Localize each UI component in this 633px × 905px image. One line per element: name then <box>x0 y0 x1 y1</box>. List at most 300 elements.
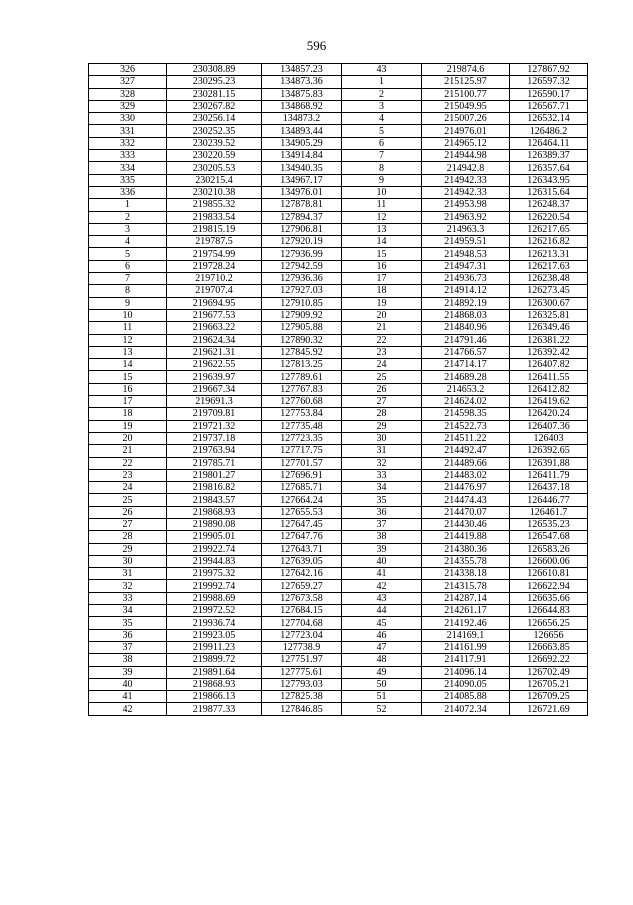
table-cell-point-number: 27 <box>89 518 167 530</box>
table-cell-point-number: 26 <box>342 383 422 395</box>
table-cell-x-coordinate: 219868.93 <box>167 678 262 690</box>
table-cell-x-coordinate: 219923.05 <box>167 629 262 641</box>
table-cell-point-number: 331 <box>89 125 167 137</box>
table-cell-x-coordinate: 219763.94 <box>167 445 262 457</box>
table-cell-point-number: 330 <box>89 113 167 125</box>
table-cell-y-coordinate: 126300.67 <box>510 297 588 309</box>
table-cell-x-coordinate: 214261.17 <box>422 605 510 617</box>
table-cell-point-number: 1 <box>342 76 422 88</box>
table-cell-point-number: 12 <box>342 211 422 223</box>
table-cell-y-coordinate: 126600.06 <box>510 555 588 567</box>
table-cell-x-coordinate: 230267.82 <box>167 100 262 112</box>
table-cell-y-coordinate: 126702.49 <box>510 666 588 678</box>
table-cell-y-coordinate: 126213.31 <box>510 248 588 260</box>
table-row <box>89 383 588 395</box>
table-cell-y-coordinate: 127647.76 <box>262 531 342 543</box>
table-cell-y-coordinate: 127845.92 <box>262 346 342 358</box>
table-cell-y-coordinate: 126583.26 <box>510 543 588 555</box>
table-cell-point-number: 24 <box>342 359 422 371</box>
table-cell-y-coordinate: 127664.24 <box>262 494 342 506</box>
table-cell-y-coordinate: 126238.48 <box>510 273 588 285</box>
table-cell-point-number: 24 <box>89 482 167 494</box>
table-cell-x-coordinate: 219737.18 <box>167 432 262 444</box>
table-cell-point-number: 29 <box>342 420 422 432</box>
table-cell-x-coordinate: 214161.99 <box>422 641 510 653</box>
table-cell-point-number: 8 <box>89 285 167 297</box>
table-cell-x-coordinate: 214624.02 <box>422 396 510 408</box>
table-cell-y-coordinate: 126590.17 <box>510 88 588 100</box>
table-cell-point-number: 336 <box>89 186 167 198</box>
table-row <box>89 186 588 198</box>
table-cell-point-number: 3 <box>342 100 422 112</box>
table-cell-y-coordinate: 126273.45 <box>510 285 588 297</box>
table-row <box>89 678 588 690</box>
table-cell-point-number: 20 <box>342 309 422 321</box>
table-cell-y-coordinate: 126407.36 <box>510 420 588 432</box>
table-row <box>89 580 588 592</box>
table-row <box>89 457 588 469</box>
table-cell-point-number: 50 <box>342 678 422 690</box>
table-cell-point-number: 34 <box>342 482 422 494</box>
table-cell-point-number: 7 <box>89 273 167 285</box>
table-cell-x-coordinate: 214522.73 <box>422 420 510 432</box>
table-row <box>89 260 588 272</box>
table-cell-point-number: 40 <box>89 678 167 690</box>
table-cell-x-coordinate: 219988.69 <box>167 592 262 604</box>
table-cell-point-number: 8 <box>342 162 422 174</box>
table-row <box>89 236 588 248</box>
table-cell-x-coordinate: 214085.88 <box>422 691 510 703</box>
table-cell-x-coordinate: 214944.98 <box>422 150 510 162</box>
table-cell-y-coordinate: 127723.35 <box>262 432 342 444</box>
table-cell-point-number: 30 <box>89 555 167 567</box>
table-cell-y-coordinate: 126705.21 <box>510 678 588 690</box>
table-cell-x-coordinate: 230210.38 <box>167 186 262 198</box>
table-cell-y-coordinate: 127639.05 <box>262 555 342 567</box>
table-cell-y-coordinate: 127813.25 <box>262 359 342 371</box>
table-row <box>89 162 588 174</box>
table-cell-x-coordinate: 230295.23 <box>167 76 262 88</box>
table-cell-y-coordinate: 126437.18 <box>510 482 588 494</box>
table-cell-point-number: 333 <box>89 150 167 162</box>
table-cell-y-coordinate: 126217.65 <box>510 223 588 235</box>
table-cell-y-coordinate: 127867.92 <box>510 64 588 76</box>
table-cell-y-coordinate: 126407.82 <box>510 359 588 371</box>
table-cell-point-number: 12 <box>89 334 167 346</box>
table-cell-point-number: 16 <box>89 383 167 395</box>
table-row <box>89 420 588 432</box>
table-cell-x-coordinate: 214483.02 <box>422 469 510 481</box>
table-cell-point-number: 27 <box>342 396 422 408</box>
table-cell-x-coordinate: 219944.83 <box>167 555 262 567</box>
table-cell-x-coordinate: 219694.95 <box>167 297 262 309</box>
table-cell-point-number: 25 <box>342 371 422 383</box>
table-cell-x-coordinate: 219691.3 <box>167 396 262 408</box>
table-cell-point-number: 7 <box>342 150 422 162</box>
table-cell-y-coordinate: 127753.84 <box>262 408 342 420</box>
table-cell-point-number: 5 <box>342 125 422 137</box>
table-cell-y-coordinate: 127927.03 <box>262 285 342 297</box>
table-cell-x-coordinate: 214947.31 <box>422 260 510 272</box>
table-cell-y-coordinate: 126343.95 <box>510 174 588 186</box>
table-cell-x-coordinate: 214963.92 <box>422 211 510 223</box>
table-cell-x-coordinate: 214892.19 <box>422 297 510 309</box>
table-row <box>89 100 588 112</box>
table-cell-point-number: 32 <box>89 580 167 592</box>
table-cell-x-coordinate: 214511.22 <box>422 432 510 444</box>
page-number: 596 <box>306 38 327 53</box>
table-cell-y-coordinate: 134914.84 <box>262 150 342 162</box>
table-cell-x-coordinate: 219975.32 <box>167 568 262 580</box>
table-row <box>89 371 588 383</box>
table-cell-y-coordinate: 127942.59 <box>262 260 342 272</box>
table-cell-point-number: 2 <box>342 88 422 100</box>
table-cell-x-coordinate: 219667.34 <box>167 383 262 395</box>
table-cell-x-coordinate: 214287.14 <box>422 592 510 604</box>
table-cell-x-coordinate: 219866.13 <box>167 691 262 703</box>
table-cell-x-coordinate: 214953.98 <box>422 199 510 211</box>
table-cell-y-coordinate: 127846.85 <box>262 703 342 715</box>
table-cell-y-coordinate: 127704.68 <box>262 617 342 629</box>
table-row <box>89 359 588 371</box>
table-cell-x-coordinate: 230205.53 <box>167 162 262 174</box>
table-cell-x-coordinate: 219936.74 <box>167 617 262 629</box>
table-cell-x-coordinate: 214355.78 <box>422 555 510 567</box>
table-cell-point-number: 42 <box>89 703 167 715</box>
table-cell-y-coordinate: 126412.82 <box>510 383 588 395</box>
table-cell-x-coordinate: 214598.35 <box>422 408 510 420</box>
table-row <box>89 76 588 88</box>
table-row <box>89 555 588 567</box>
table-cell-point-number: 34 <box>89 605 167 617</box>
table-row <box>89 654 588 666</box>
table-cell-y-coordinate: 126381.22 <box>510 334 588 346</box>
table-cell-y-coordinate: 126419.62 <box>510 396 588 408</box>
table-cell-point-number: 5 <box>89 248 167 260</box>
table-cell-y-coordinate: 134857.23 <box>262 64 342 76</box>
table-cell-x-coordinate: 219710.2 <box>167 273 262 285</box>
table-cell-point-number: 38 <box>89 654 167 666</box>
table-row <box>89 629 588 641</box>
table-row <box>89 703 588 715</box>
table-cell-y-coordinate: 126610.81 <box>510 568 588 580</box>
table-cell-y-coordinate: 127760.68 <box>262 396 342 408</box>
table-cell-x-coordinate: 219905.01 <box>167 531 262 543</box>
table-cell-x-coordinate: 219707.4 <box>167 285 262 297</box>
table-cell-x-coordinate: 214117.91 <box>422 654 510 666</box>
table-cell-point-number: 25 <box>89 494 167 506</box>
table-cell-y-coordinate: 134940.35 <box>262 162 342 174</box>
table-cell-point-number: 23 <box>342 346 422 358</box>
table-cell-point-number: 9 <box>342 174 422 186</box>
table-row <box>89 334 588 346</box>
table-cell-x-coordinate: 214470.07 <box>422 506 510 518</box>
table-cell-x-coordinate: 219728.24 <box>167 260 262 272</box>
table-cell-x-coordinate: 219785.71 <box>167 457 262 469</box>
table-row <box>89 346 588 358</box>
table-cell-y-coordinate: 127701.57 <box>262 457 342 469</box>
table-cell-y-coordinate: 126325.81 <box>510 309 588 321</box>
table-row <box>89 494 588 506</box>
table-cell-x-coordinate: 214976.01 <box>422 125 510 137</box>
table-row <box>89 309 588 321</box>
table-row <box>89 273 588 285</box>
table-cell-x-coordinate: 219899.72 <box>167 654 262 666</box>
table-row <box>89 88 588 100</box>
table-cell-y-coordinate: 127910.85 <box>262 297 342 309</box>
table-cell-y-coordinate: 127825.38 <box>262 691 342 703</box>
table-cell-point-number: 32 <box>342 457 422 469</box>
table-cell-point-number: 327 <box>89 76 167 88</box>
table-cell-y-coordinate: 134873.36 <box>262 76 342 88</box>
table-cell-x-coordinate: 214192.46 <box>422 617 510 629</box>
table-cell-point-number: 43 <box>342 64 422 76</box>
table-cell-y-coordinate: 127936.99 <box>262 248 342 260</box>
table-cell-y-coordinate: 127909.92 <box>262 309 342 321</box>
table-cell-point-number: 6 <box>342 137 422 149</box>
table-cell-y-coordinate: 126357.64 <box>510 162 588 174</box>
table-cell-x-coordinate: 214942.8 <box>422 162 510 174</box>
table-row <box>89 248 588 260</box>
table-cell-x-coordinate: 219972.52 <box>167 605 262 617</box>
table-cell-x-coordinate: 219621.31 <box>167 346 262 358</box>
table-cell-point-number: 28 <box>89 531 167 543</box>
table-cell-x-coordinate: 214840.96 <box>422 322 510 334</box>
table-row <box>89 396 588 408</box>
table-cell-x-coordinate: 214315.78 <box>422 580 510 592</box>
table-cell-y-coordinate: 126656 <box>510 629 588 641</box>
table-cell-x-coordinate: 214430.46 <box>422 518 510 530</box>
table-cell-x-coordinate: 214714.17 <box>422 359 510 371</box>
table-cell-point-number: 39 <box>342 543 422 555</box>
table-cell-point-number: 52 <box>342 703 422 715</box>
table-cell-point-number: 42 <box>342 580 422 592</box>
table-row <box>89 445 588 457</box>
table-cell-point-number: 2 <box>89 211 167 223</box>
table-row <box>89 506 588 518</box>
table-cell-y-coordinate: 134875.83 <box>262 88 342 100</box>
table-cell-point-number: 31 <box>342 445 422 457</box>
table-cell-point-number: 29 <box>89 543 167 555</box>
table-cell-y-coordinate: 127894.37 <box>262 211 342 223</box>
table-cell-y-coordinate: 126461.7 <box>510 506 588 518</box>
table-cell-y-coordinate: 126486.2 <box>510 125 588 137</box>
table-cell-y-coordinate: 127723.04 <box>262 629 342 641</box>
table-cell-x-coordinate: 214072.34 <box>422 703 510 715</box>
table-cell-y-coordinate: 126644.83 <box>510 605 588 617</box>
table-cell-y-coordinate: 126392.42 <box>510 346 588 358</box>
table-cell-y-coordinate: 126535.23 <box>510 518 588 530</box>
table-cell-point-number: 17 <box>342 273 422 285</box>
table-cell-y-coordinate: 126420.24 <box>510 408 588 420</box>
table-cell-x-coordinate: 214096.14 <box>422 666 510 678</box>
table-cell-x-coordinate: 215049.95 <box>422 100 510 112</box>
table-cell-x-coordinate: 230281.15 <box>167 88 262 100</box>
table-cell-y-coordinate: 127789.61 <box>262 371 342 383</box>
table-cell-y-coordinate: 127673.58 <box>262 592 342 604</box>
table-cell-y-coordinate: 126389.37 <box>510 150 588 162</box>
table-row <box>89 125 588 137</box>
table-cell-x-coordinate: 230220.59 <box>167 150 262 162</box>
table-cell-x-coordinate: 219843.57 <box>167 494 262 506</box>
table-cell-x-coordinate: 219891.64 <box>167 666 262 678</box>
table-cell-point-number: 41 <box>342 568 422 580</box>
table-cell-x-coordinate: 214965.12 <box>422 137 510 149</box>
table-row <box>89 285 588 297</box>
table-cell-y-coordinate: 127685.71 <box>262 482 342 494</box>
table-cell-y-coordinate: 126709.25 <box>510 691 588 703</box>
table-cell-x-coordinate: 219816.82 <box>167 482 262 494</box>
table-cell-point-number: 46 <box>342 629 422 641</box>
table-cell-point-number: 35 <box>89 617 167 629</box>
table-row <box>89 666 588 678</box>
table-cell-point-number: 6 <box>89 260 167 272</box>
table-cell-y-coordinate: 134893.44 <box>262 125 342 137</box>
table-cell-y-coordinate: 126656.25 <box>510 617 588 629</box>
table-cell-y-coordinate: 126217.63 <box>510 260 588 272</box>
table-cell-x-coordinate: 219639.97 <box>167 371 262 383</box>
table-cell-x-coordinate: 219868.93 <box>167 506 262 518</box>
table-cell-point-number: 22 <box>89 457 167 469</box>
table-cell-y-coordinate: 127793.03 <box>262 678 342 690</box>
table-cell-x-coordinate: 214489.66 <box>422 457 510 469</box>
table-row <box>89 211 588 223</box>
table-cell-x-coordinate: 219721.32 <box>167 420 262 432</box>
table-cell-point-number: 14 <box>89 359 167 371</box>
table-cell-point-number: 30 <box>342 432 422 444</box>
table-cell-point-number: 329 <box>89 100 167 112</box>
table-cell-x-coordinate: 215125.97 <box>422 76 510 88</box>
table-cell-y-coordinate: 127655.53 <box>262 506 342 518</box>
table-cell-y-coordinate: 127890.32 <box>262 334 342 346</box>
table-cell-y-coordinate: 127936.36 <box>262 273 342 285</box>
table-cell-x-coordinate: 219833.54 <box>167 211 262 223</box>
table-cell-y-coordinate: 127920.19 <box>262 236 342 248</box>
table-cell-x-coordinate: 215100.77 <box>422 88 510 100</box>
table-cell-point-number: 326 <box>89 64 167 76</box>
table-row <box>89 199 588 211</box>
table-cell-point-number: 16 <box>342 260 422 272</box>
table-cell-x-coordinate: 214689.28 <box>422 371 510 383</box>
table-cell-y-coordinate: 127717.75 <box>262 445 342 457</box>
table-cell-y-coordinate: 127735.48 <box>262 420 342 432</box>
table-cell-point-number: 15 <box>89 371 167 383</box>
table-cell-y-coordinate: 127738.9 <box>262 641 342 653</box>
table-cell-y-coordinate: 127643.71 <box>262 543 342 555</box>
table-row <box>89 641 588 653</box>
table-cell-point-number: 45 <box>342 617 422 629</box>
table-cell-y-coordinate: 126315.64 <box>510 186 588 198</box>
table-cell-x-coordinate: 214914.12 <box>422 285 510 297</box>
table-cell-point-number: 332 <box>89 137 167 149</box>
table-cell-point-number: 39 <box>89 666 167 678</box>
table-cell-y-coordinate: 127878.81 <box>262 199 342 211</box>
table-row <box>89 174 588 186</box>
table-row <box>89 568 588 580</box>
table-cell-x-coordinate: 214338.18 <box>422 568 510 580</box>
table-cell-point-number: 19 <box>342 297 422 309</box>
table-cell-y-coordinate: 127647.45 <box>262 518 342 530</box>
table-cell-x-coordinate: 214942.33 <box>422 186 510 198</box>
table-row <box>89 64 588 76</box>
table-cell-y-coordinate: 134873.2 <box>262 113 342 125</box>
table-cell-point-number: 23 <box>89 469 167 481</box>
table-cell-point-number: 11 <box>342 199 422 211</box>
table-cell-point-number: 328 <box>89 88 167 100</box>
table-cell-point-number: 21 <box>342 322 422 334</box>
table-cell-point-number: 36 <box>342 506 422 518</box>
table-cell-point-number: 18 <box>89 408 167 420</box>
table-row <box>89 223 588 235</box>
table-cell-point-number: 43 <box>342 592 422 604</box>
table-cell-y-coordinate: 126411.79 <box>510 469 588 481</box>
table-cell-point-number: 22 <box>342 334 422 346</box>
table-cell-y-coordinate: 134905.29 <box>262 137 342 149</box>
table-cell-point-number: 38 <box>342 531 422 543</box>
table-cell-y-coordinate: 126721.69 <box>510 703 588 715</box>
table-cell-x-coordinate: 219992.74 <box>167 580 262 592</box>
table-cell-point-number: 4 <box>342 113 422 125</box>
table-cell-x-coordinate: 219622.55 <box>167 359 262 371</box>
table-cell-point-number: 33 <box>342 469 422 481</box>
table-cell-y-coordinate: 127696.91 <box>262 469 342 481</box>
table-cell-x-coordinate: 214653.2 <box>422 383 510 395</box>
table-row <box>89 605 588 617</box>
table-cell-point-number: 41 <box>89 691 167 703</box>
table-row <box>89 691 588 703</box>
table-cell-x-coordinate: 214766.57 <box>422 346 510 358</box>
table-cell-y-coordinate: 127751.97 <box>262 654 342 666</box>
table-cell-x-coordinate: 214868.03 <box>422 309 510 321</box>
table-cell-point-number: 28 <box>342 408 422 420</box>
table-cell-x-coordinate: 230256.14 <box>167 113 262 125</box>
table-cell-point-number: 26 <box>89 506 167 518</box>
table-cell-y-coordinate: 126220.54 <box>510 211 588 223</box>
table-cell-point-number: 37 <box>342 518 422 530</box>
table-cell-x-coordinate: 214492.47 <box>422 445 510 457</box>
table-cell-x-coordinate: 214963.3 <box>422 223 510 235</box>
table-cell-x-coordinate: 219754.99 <box>167 248 262 260</box>
table-cell-point-number: 13 <box>342 223 422 235</box>
table-cell-y-coordinate: 127906.81 <box>262 223 342 235</box>
table-cell-x-coordinate: 219911.23 <box>167 641 262 653</box>
table-cell-x-coordinate: 214090.05 <box>422 678 510 690</box>
table-cell-x-coordinate: 219815.19 <box>167 223 262 235</box>
table-row <box>89 322 588 334</box>
table-cell-x-coordinate: 215007.26 <box>422 113 510 125</box>
table-cell-x-coordinate: 219922.74 <box>167 543 262 555</box>
table-cell-point-number: 47 <box>342 641 422 653</box>
table-cell-y-coordinate: 126692.22 <box>510 654 588 666</box>
table-cell-x-coordinate: 214474.43 <box>422 494 510 506</box>
table-cell-x-coordinate: 219677.53 <box>167 309 262 321</box>
table-row <box>89 617 588 629</box>
table-cell-point-number: 19 <box>89 420 167 432</box>
table-cell-y-coordinate: 126464.11 <box>510 137 588 149</box>
table-cell-point-number: 49 <box>342 666 422 678</box>
table-cell-x-coordinate: 219890.08 <box>167 518 262 530</box>
table-cell-point-number: 37 <box>89 641 167 653</box>
table-cell-point-number: 9 <box>89 297 167 309</box>
table-cell-point-number: 51 <box>342 691 422 703</box>
table-cell-y-coordinate: 126392.65 <box>510 445 588 457</box>
table-cell-point-number: 11 <box>89 322 167 334</box>
table-cell-y-coordinate: 126248.37 <box>510 199 588 211</box>
table-cell-point-number: 21 <box>89 445 167 457</box>
table-row <box>89 150 588 162</box>
table-cell-point-number: 40 <box>342 555 422 567</box>
table-row <box>89 482 588 494</box>
